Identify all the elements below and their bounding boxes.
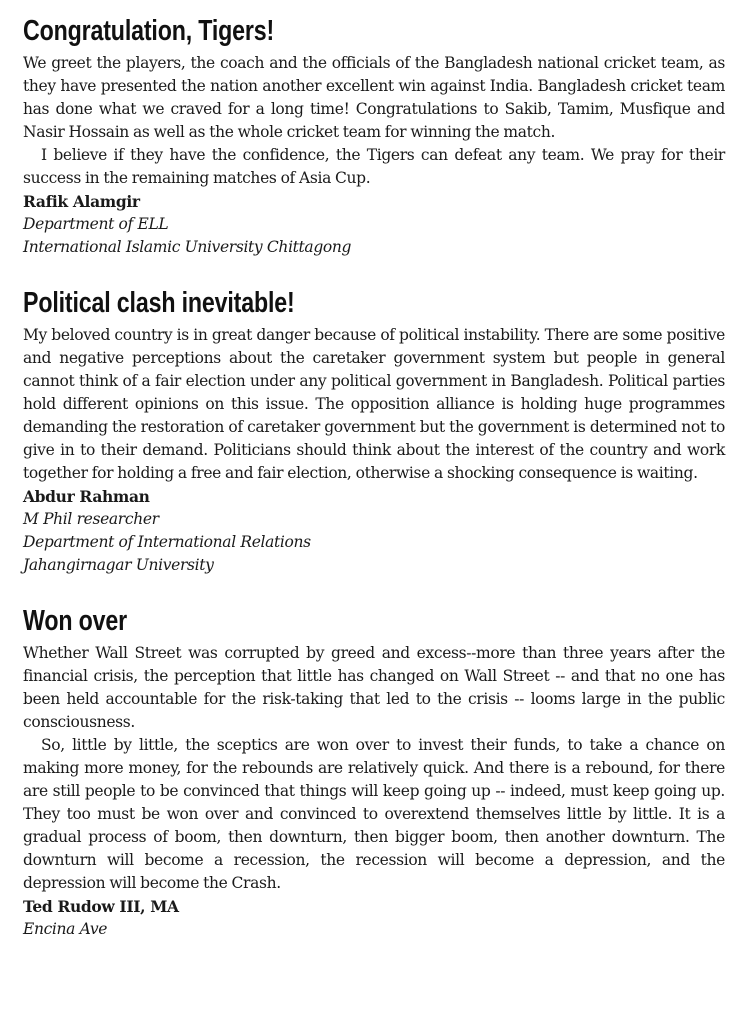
letters-page xyxy=(23,10,725,941)
letter-headline: Political clash inevitable! xyxy=(23,287,295,319)
letter-congratulation-tigers xyxy=(23,10,725,259)
letter-paragraph: We greet the players, the coach and the officials of the Bangladesh national cricket team, as they have presented the nation another excellent win against India. Bangladesh cricket team has done what we craved for a long time! Congratulations to Sakib, Tamim, Musfique and Nasir Hossain as well as the whole cricket team for winning the match. xyxy=(23,54,725,141)
letter-affiliation-line: Jahangirnagar University xyxy=(23,556,214,574)
letter-affiliation-line: Department of ELL xyxy=(23,215,169,233)
letter-political-clash xyxy=(23,282,725,577)
letter-author: Abdur Rahman xyxy=(23,487,150,506)
letter-headline: Congratulation, Tigers! xyxy=(23,15,275,47)
letter-paragraph: So, little by little, the sceptics are won over to invest their funds, to take a chance on making more money, for the rebounds are relatively quick. And there is a rebound, for there are still people to be convinced that things will keep going up -- indeed, must keep going up. They too must be won over and convinced to overextend themselves little by little. It is a gradual process of boom, then downturn, then bigger boom, then another downturn. The downturn will become a recession, the recession will become a depression, and the depression will become the Crash. xyxy=(23,736,725,892)
letter-author: Rafik Alamgir xyxy=(23,192,140,211)
letter-author: Ted Rudow III, MA xyxy=(23,897,179,916)
letter-headline: Won over xyxy=(23,605,127,637)
letter-affiliation-line: Department of International Relations xyxy=(23,533,311,551)
letter-paragraph: My beloved country is in great danger because of political instability. There are some positive and negative perceptions about the caretaker government system but people in general cannot think of a fair election under any political government in Bangladesh. Political parties hold different opinions on this issue. The opposition alliance is holding huge programmes demanding the restoration of caretaker government but the government is determined not to give in to their demand. Politicians should think about the interest of the country and work together for holding a free and fair election, otherwise a shocking consequence is waiting. xyxy=(23,326,725,482)
letter-affiliation-line: M Phil researcher xyxy=(23,510,159,528)
letter-won-over xyxy=(23,600,725,941)
letter-paragraph: Whether Wall Street was corrupted by greed and excess--more than three years after the financial crisis, the perception that little has changed on Wall Street -- and that no one has been held accountable for the risk-taking that led to the crisis -- looms large in the public consciousness. xyxy=(23,644,725,731)
letter-affiliation-line: Encina Ave xyxy=(23,920,108,938)
letter-paragraph: I believe if they have the confidence, the Tigers can defeat any team. We pray for their success in the remaining matches of Asia Cup. xyxy=(23,146,725,187)
letter-affiliation-line: International Islamic University Chittagong xyxy=(23,238,352,256)
